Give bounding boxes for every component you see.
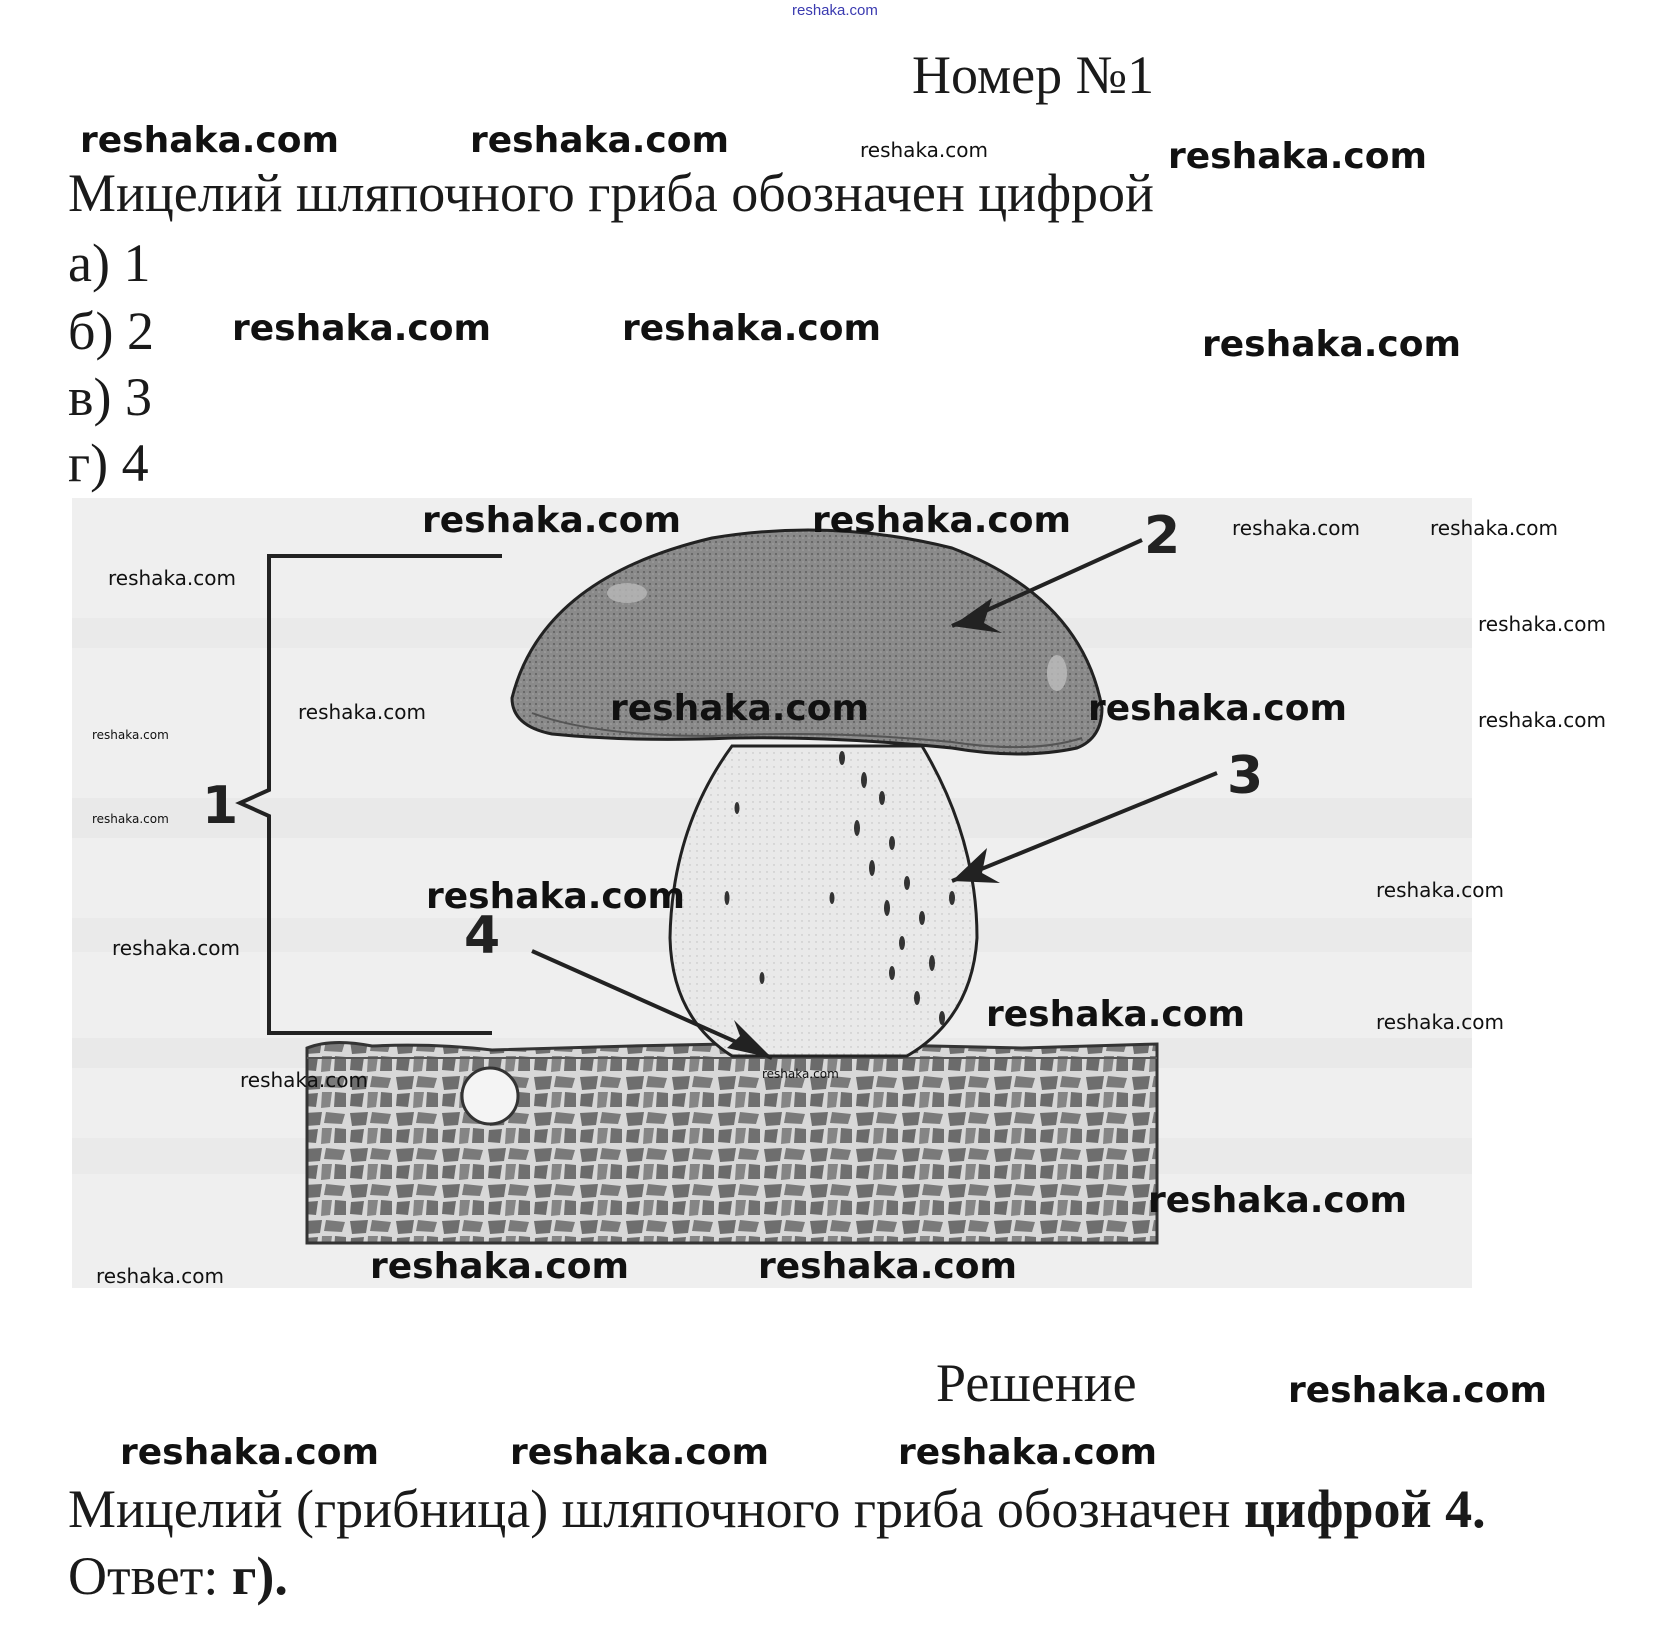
option-c-value: 3 bbox=[124, 367, 152, 427]
watermark: reshaka.com bbox=[92, 728, 169, 742]
figure-label-2: 2 bbox=[1144, 506, 1181, 566]
watermark: reshaka.com bbox=[80, 120, 340, 161]
option-b-value: 2 bbox=[126, 301, 154, 361]
watermark: reshaka.com bbox=[622, 308, 882, 349]
figure-label-4: 4 bbox=[464, 906, 501, 966]
watermark: reshaka.com bbox=[1168, 136, 1428, 177]
watermark: reshaka.com bbox=[510, 1432, 770, 1473]
watermark: reshaka.com bbox=[426, 876, 686, 917]
watermark: reshaka.com bbox=[1232, 516, 1360, 540]
answer-text: Мицелий (грибница) шляпочного гриба обозначен bbox=[68, 1479, 1231, 1539]
watermark: reshaka.com bbox=[1478, 708, 1606, 732]
mushroom-figure bbox=[72, 498, 1472, 1288]
figure-label-1: 1 bbox=[202, 776, 239, 836]
watermark: reshaka.com bbox=[758, 1246, 1018, 1287]
final-answer bbox=[68, 1545, 288, 1607]
soil-mycelium bbox=[307, 1042, 1157, 1243]
watermark: reshaka.com bbox=[298, 700, 426, 724]
watermark: reshaka.com bbox=[108, 566, 236, 590]
watermark: reshaka.com bbox=[120, 1432, 380, 1473]
option-a-value: 1 bbox=[123, 233, 151, 293]
option-a bbox=[68, 232, 150, 294]
solution-heading: Решение bbox=[936, 1353, 1137, 1413]
option-a-letter: а) bbox=[68, 233, 110, 293]
watermark: reshaka.com bbox=[92, 812, 169, 826]
option-d-value: 4 bbox=[121, 433, 149, 493]
watermark: reshaka.com bbox=[422, 500, 682, 541]
question-text: Мицелий шляпочного гриба обозначен цифрой bbox=[68, 163, 1154, 223]
watermark: reshaka.com bbox=[370, 1246, 630, 1287]
watermark: reshaka.com bbox=[1088, 688, 1348, 729]
watermark: reshaka.com bbox=[898, 1432, 1158, 1473]
watermark: reshaka.com bbox=[1288, 1370, 1548, 1411]
option-b-letter: б) bbox=[68, 301, 114, 361]
option-d-letter: г) bbox=[68, 433, 109, 493]
page-title: Номер №1 bbox=[912, 45, 1155, 105]
watermark: reshaka.com bbox=[762, 1067, 839, 1081]
watermark: reshaka.com bbox=[1376, 1010, 1504, 1034]
final-label: Ответ: bbox=[68, 1546, 219, 1606]
figure-label-3: 3 bbox=[1227, 746, 1264, 806]
mushroom-stem bbox=[670, 746, 977, 1056]
top-watermark: reshaka.com bbox=[792, 2, 878, 19]
option-c-letter: в) bbox=[68, 367, 112, 427]
watermark: reshaka.com bbox=[1430, 516, 1558, 540]
watermark: reshaka.com bbox=[986, 994, 1246, 1035]
option-b bbox=[68, 300, 154, 362]
option-d bbox=[68, 432, 149, 494]
watermark: reshaka.com bbox=[112, 936, 240, 960]
watermark: reshaka.com bbox=[860, 138, 988, 162]
watermark: reshaka.com bbox=[610, 688, 870, 729]
watermark: reshaka.com bbox=[1478, 612, 1606, 636]
watermark: reshaka.com bbox=[1376, 878, 1504, 902]
watermark: reshaka.com bbox=[470, 120, 730, 161]
final-value: г). bbox=[231, 1546, 288, 1606]
watermark: reshaka.com bbox=[812, 500, 1072, 541]
watermark: reshaka.com bbox=[240, 1068, 368, 1092]
watermark: reshaka.com bbox=[96, 1264, 224, 1288]
option-c bbox=[68, 366, 152, 428]
watermark: reshaka.com bbox=[232, 308, 492, 349]
answer-bold: цифрой 4. bbox=[1243, 1479, 1486, 1539]
watermark: reshaka.com bbox=[1202, 324, 1462, 365]
answer-line bbox=[68, 1478, 1486, 1540]
watermark: reshaka.com bbox=[1148, 1180, 1408, 1221]
